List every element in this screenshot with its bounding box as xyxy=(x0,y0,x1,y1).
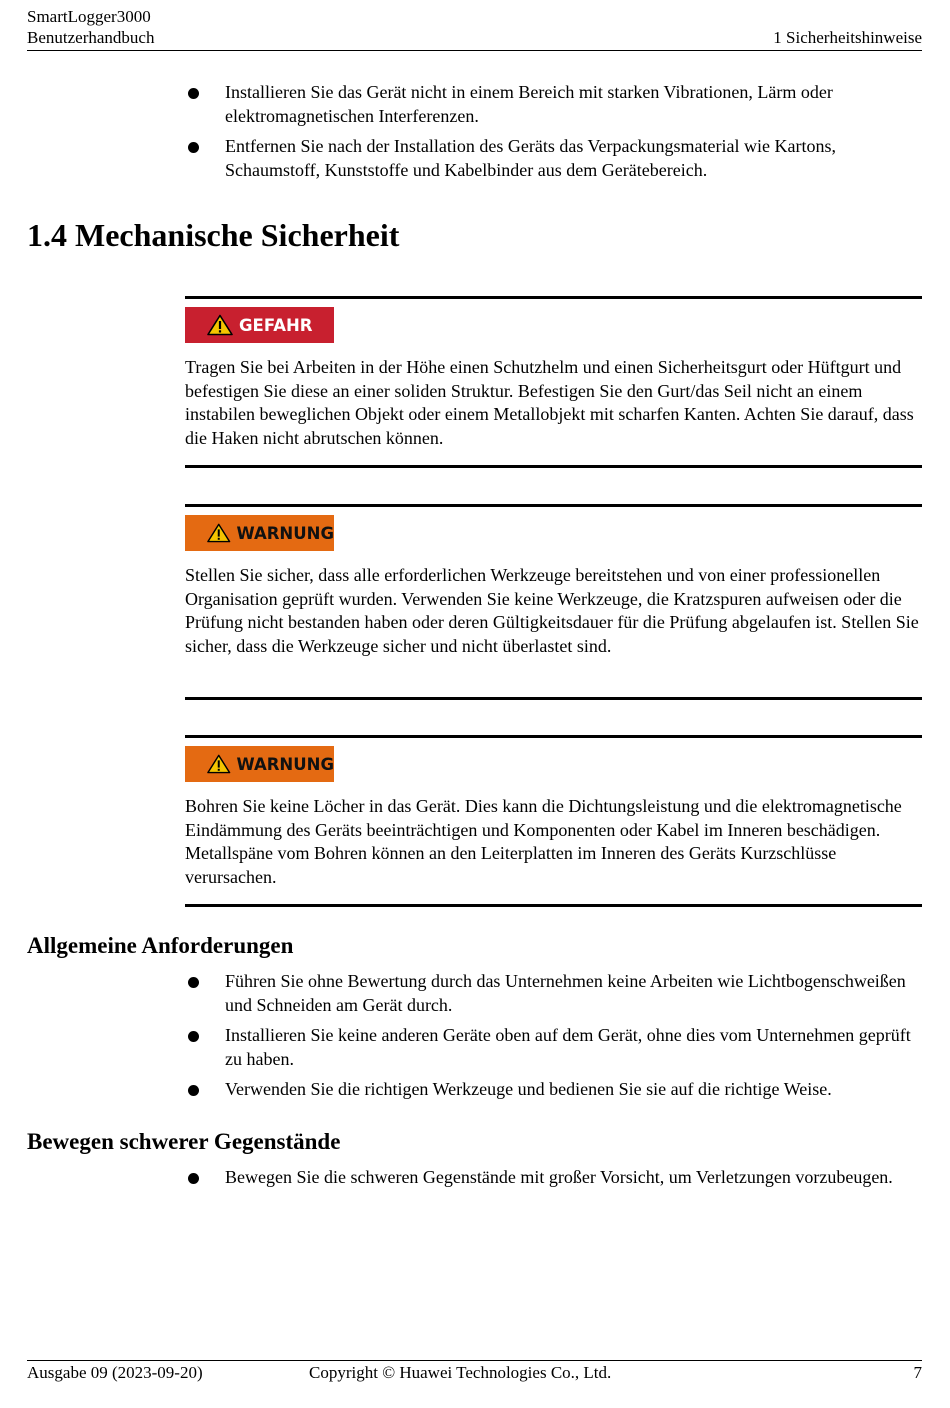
warning-text: Bohren Sie keine Löcher in das Gerät. Dies kann die Dichtungsleistung und die elektromagnetische Eindämmung des Geräts beeinträchtigen und Komponenten oder Kabel im Inneren beschädigen. Metallspäne vom Bohren können an den Leiterplatten im Inneren des Geräts Kurzschlüsse verursachen. xyxy=(185,796,902,887)
header-chapter: 1 Sicherheitshinweise xyxy=(773,28,922,47)
header-doc-type: Benutzerhandbuch xyxy=(27,28,155,47)
heavy-bullet-list xyxy=(185,1166,922,1197)
footer-copyright: Copyright © Huawei Technologies Co., Ltd. xyxy=(309,1363,612,1382)
footer-edition: Ausgabe 09 (2023-09-20) xyxy=(27,1363,203,1382)
list-item-text: Entfernen Sie nach der Installation des Geräts das Verpackungsmaterial wie Kartons, Schaumstoff, Kunststoffe und Kabelbinder aus dem Gerätebereich. xyxy=(225,136,836,180)
bullet-dot-icon xyxy=(188,977,199,988)
warning-label: WARNUNG xyxy=(236,754,334,774)
bullet-dot-icon xyxy=(188,1085,199,1096)
list-item xyxy=(185,1024,922,1071)
bullet-dot-icon xyxy=(188,88,199,99)
section-title: 1.4 Mechanische Sicherheit xyxy=(27,217,400,253)
list-item xyxy=(185,1166,922,1190)
warning-badge xyxy=(185,515,334,551)
general-requirements-heading: Allgemeine Anforderungen xyxy=(27,933,294,958)
danger-notice xyxy=(185,296,922,468)
warning-text: Stellen Sie sicher, dass alle erforderlichen Werkzeuge bereitstehen und von einer professionellen Organisation geprüft wurden. Verwenden Sie keine Werkzeuge, die Kratzspuren aufweisen oder die Prüfung nicht bestanden haben oder deren Gültigkeitsdauer für die Prüfung abgelaufen ist. Stellen Sie sicher, dass die Werkzeuge sicher und nicht überlastet sind. xyxy=(185,565,919,656)
warning-triangle-icon xyxy=(207,314,233,336)
warning-notice-drilling xyxy=(185,735,922,907)
page-number: 7 xyxy=(913,1363,922,1382)
list-item-text: Installieren Sie keine anderen Geräte oben auf dem Gerät, ohne dies vom Unternehmen geprüft zu haben. xyxy=(225,1025,911,1069)
bullet-dot-icon xyxy=(188,142,199,153)
list-item xyxy=(185,970,922,1017)
list-item xyxy=(185,1078,922,1102)
warning-notice-tools xyxy=(185,504,922,700)
warning-badge xyxy=(185,746,334,782)
heavy-objects-heading: Bewegen schwerer Gegenstände xyxy=(27,1129,341,1154)
intro-bullet-list xyxy=(185,81,922,189)
warning-triangle-icon xyxy=(207,753,231,775)
list-item-text: Verwenden Sie die richtigen Werkzeuge und bedienen Sie sie auf die richtige Weise. xyxy=(225,1079,832,1099)
general-bullet-list xyxy=(185,970,922,1109)
header-left xyxy=(27,6,154,48)
list-item-text: Installieren Sie das Gerät nicht in einem Bereich mit starken Vibrationen, Lärm oder elektromagnetischen Interferenzen. xyxy=(225,82,833,126)
bullet-dot-icon xyxy=(188,1031,199,1042)
header-product: SmartLogger3000 xyxy=(27,7,151,26)
danger-text: Tragen Sie bei Arbeiten in der Höhe einen Schutzhelm und einen Sicherheitsgurt oder Hüftgurt und befestigen Sie diese an einer soliden Struktur. Befestigen Sie den Gurt/das Seil nicht an einem instabilen beweglichen Objekt oder einem Metallobjekt mit scharfen Kanten. Achten Sie darauf, dass die Haken nicht abrutschen können. xyxy=(185,357,914,448)
page-footer xyxy=(27,1360,922,1382)
danger-badge xyxy=(185,307,334,343)
list-item-text: Bewegen Sie die schweren Gegenstände mit großer Vorsicht, um Verletzungen vorzubeugen. xyxy=(225,1167,893,1187)
list-item xyxy=(185,135,922,182)
bullet-dot-icon xyxy=(188,1173,199,1184)
list-item xyxy=(185,81,922,128)
list-item-text: Führen Sie ohne Bewertung durch das Unternehmen keine Arbeiten wie Lichtbogenschweißen und Schneiden am Gerät durch. xyxy=(225,971,906,1015)
warning-label: WARNUNG xyxy=(236,523,334,543)
warning-triangle-icon xyxy=(207,522,231,544)
danger-label: GEFAHR xyxy=(239,315,313,335)
page-header xyxy=(27,6,922,51)
